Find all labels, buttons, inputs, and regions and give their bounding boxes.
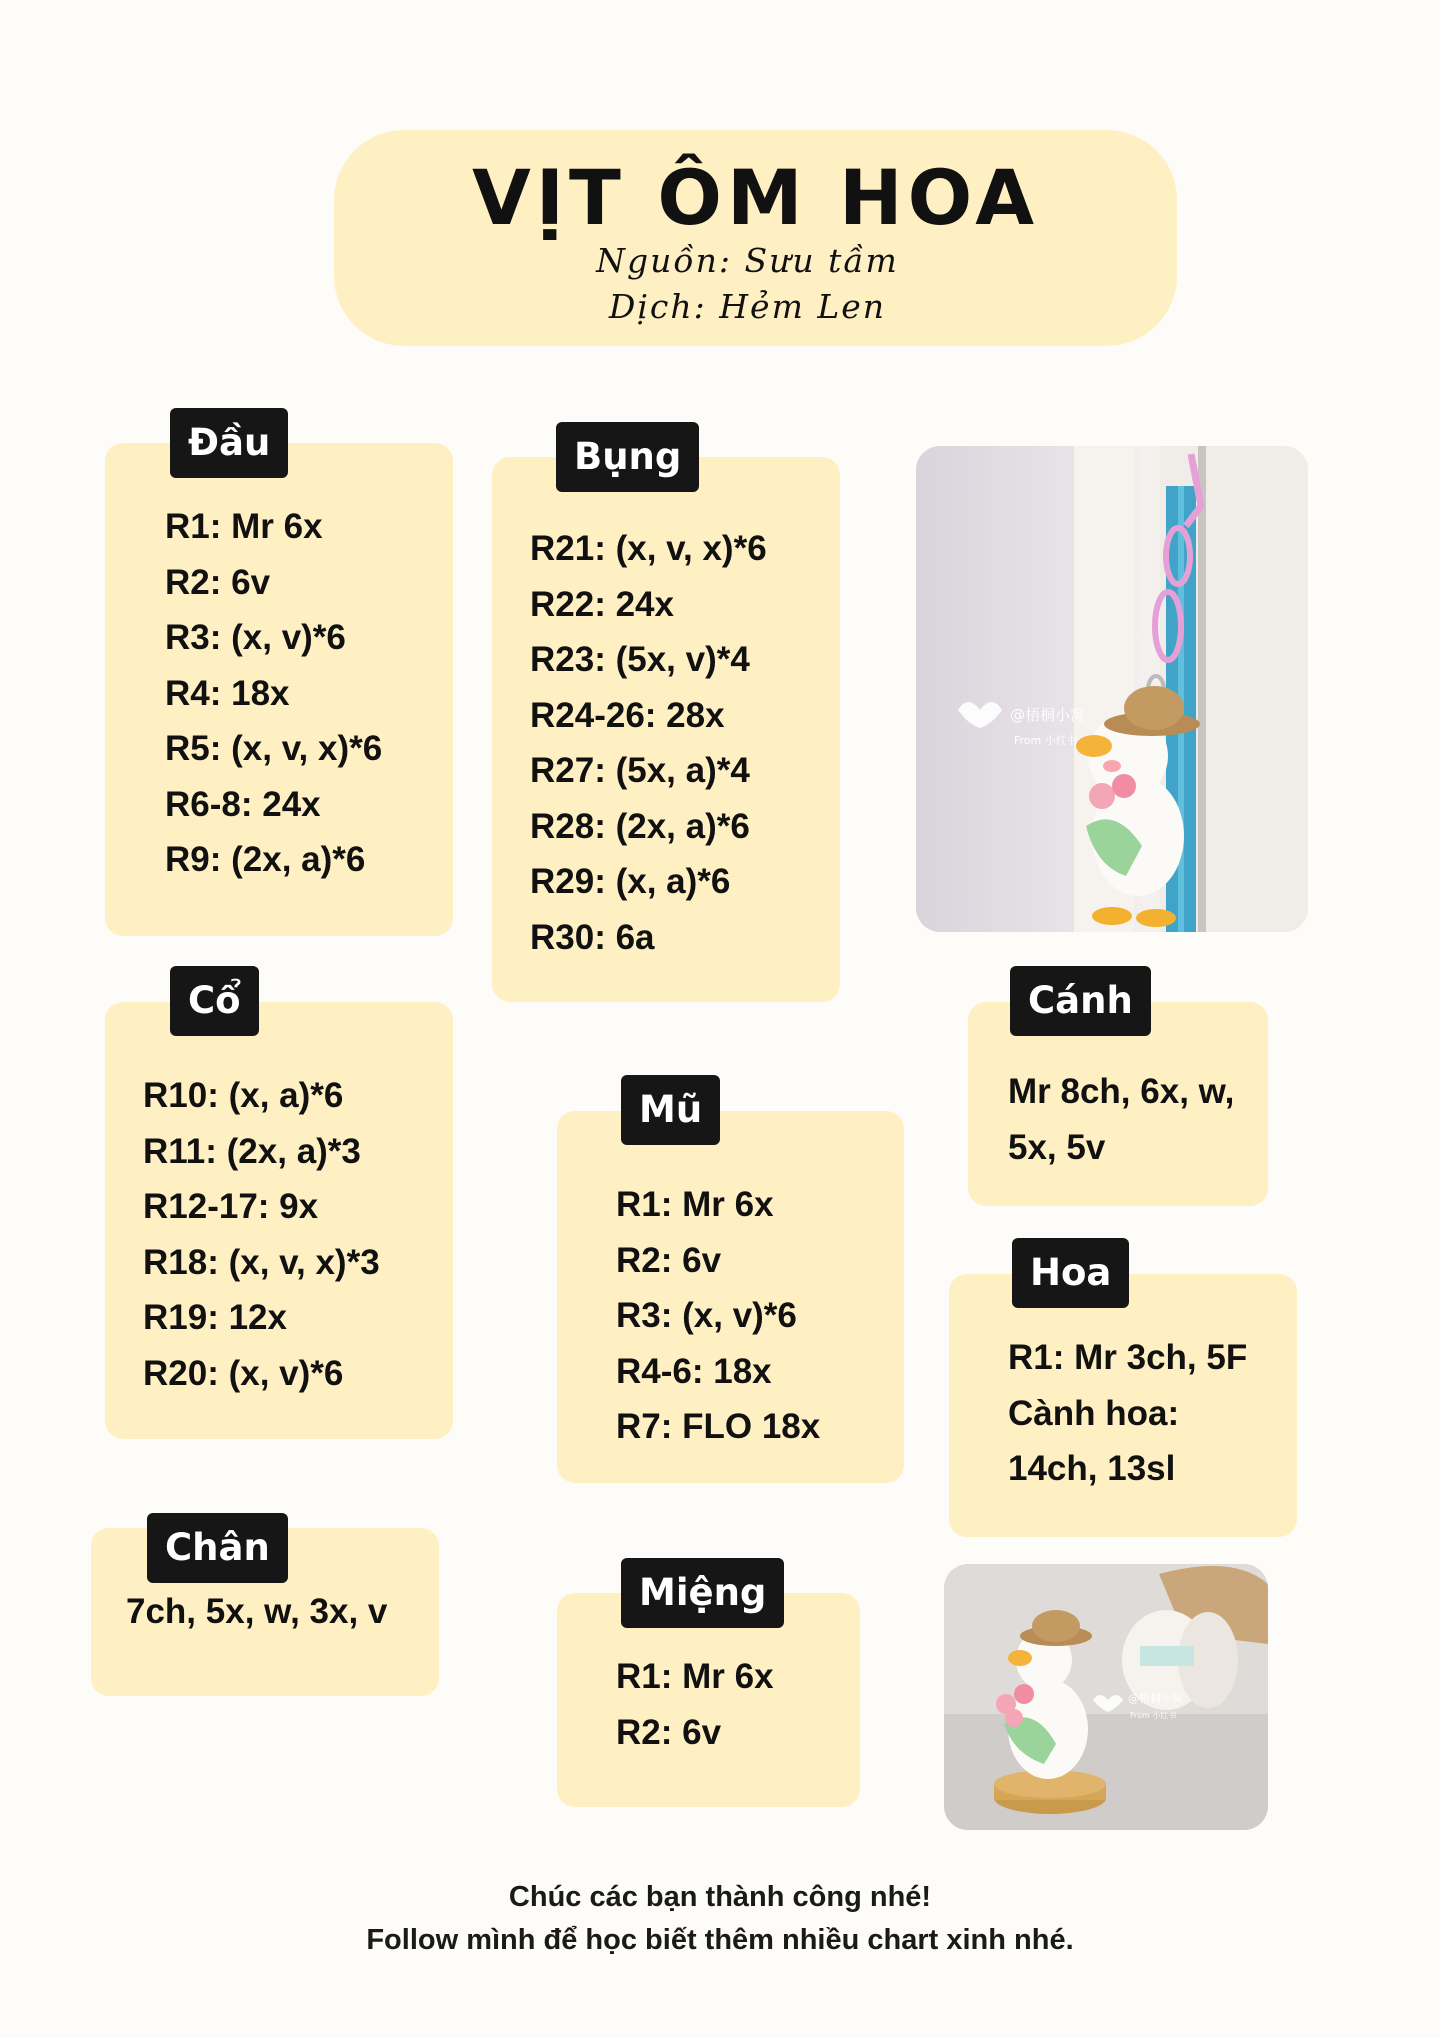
- pattern-line: R2: 6v: [616, 1240, 722, 1280]
- pattern-line: R1: Mr 6x: [616, 1657, 774, 1696]
- pattern-line: R23: (5x, v)*4: [530, 640, 750, 679]
- pattern-line: R3: (x, v)*6: [616, 1296, 797, 1335]
- section-hoa-label: Hoa: [1012, 1238, 1129, 1308]
- pattern-line: R4: 18x: [165, 673, 290, 713]
- section-canh-lines: [1008, 1064, 1234, 1175]
- pattern-line: R5: (x, v, x)*6: [165, 729, 383, 768]
- pattern-line: R3: (x, v)*6: [165, 618, 346, 657]
- pattern-line: R7: FLO 18x: [616, 1407, 821, 1446]
- pattern-line: R19: 12x: [143, 1298, 287, 1337]
- duck-stand-illustration: [944, 1564, 1268, 1830]
- section-dau-card: [105, 443, 453, 936]
- watermark-handle: @梧桐小窝: [1010, 706, 1086, 724]
- pattern-line: R28: (2x, a)*6: [530, 806, 750, 846]
- pattern-line: R1: Mr 6x: [165, 507, 323, 546]
- duck-stand-photo: [944, 1564, 1268, 1830]
- source-credit: Nguồn: Sưu tầm: [596, 240, 899, 280]
- pattern-line: R12-17: 9x: [143, 1187, 319, 1226]
- footer: [0, 1876, 1440, 1962]
- pattern-line: R22: 24x: [530, 584, 674, 624]
- duck-keychain-photo: [916, 446, 1308, 932]
- title-card: [334, 130, 1177, 346]
- pattern-line: Cành hoa:: [1008, 1393, 1180, 1433]
- section-chan-lines: [126, 1584, 387, 1640]
- section-co-card: [105, 1002, 453, 1439]
- pattern-line: R30: 6a: [530, 917, 655, 957]
- footer-follow: Follow mình để học biết thêm nhiều chart xinh nhé.: [366, 1924, 1074, 1956]
- section-mu-lines: [616, 1177, 820, 1455]
- section-hoa-card: [949, 1274, 1297, 1537]
- pattern-line: R24-26: 28x: [530, 695, 725, 735]
- section-chan-label: Chân: [147, 1513, 288, 1583]
- pattern-line: R18: (x, v, x)*3: [143, 1242, 380, 1282]
- pattern-line: R1: Mr 6x: [616, 1185, 774, 1224]
- section-mieng-lines: [616, 1649, 774, 1760]
- section-bung-lines: [530, 521, 767, 965]
- pattern-line: R9: (2x, a)*6: [165, 840, 366, 879]
- pattern-title: VỊT ÔM HOA: [471, 153, 1040, 242]
- section-hoa-lines: [1008, 1330, 1247, 1497]
- section-dau-lines: [165, 499, 382, 888]
- section-bung-card: [492, 457, 840, 1002]
- pattern-line: R20: (x, v)*6: [143, 1353, 344, 1393]
- section-co-label: Cổ: [170, 966, 259, 1036]
- section-mu-card: [557, 1111, 904, 1483]
- pattern-line: R29: (x, a)*6: [530, 862, 731, 901]
- section-mieng-label: Miệng: [621, 1558, 784, 1628]
- pattern-line: R1: Mr 3ch, 5F: [1008, 1338, 1248, 1377]
- pattern-line: R6-8: 24x: [165, 784, 321, 824]
- pattern-line: R21: (x, v, x)*6: [530, 529, 767, 568]
- watermark-from: From 小红书: [1130, 1711, 1177, 1720]
- section-bung-label: Bụng: [556, 422, 699, 492]
- section-mu-label: Mũ: [621, 1075, 720, 1145]
- pattern-line: 7ch, 5x, w, 3x, v: [126, 1592, 388, 1631]
- pattern-line: R4-6: 18x: [616, 1351, 772, 1391]
- pattern-line: R10: (x, a)*6: [143, 1076, 344, 1115]
- section-canh-label: Cánh: [1010, 966, 1151, 1036]
- pattern-line: R11: (2x, a)*3: [143, 1131, 361, 1171]
- translator-credit: Dịch: Hẻm Len: [608, 286, 887, 326]
- watermark-from: From 小红书: [1014, 734, 1078, 747]
- pattern-line: R2: 6v: [616, 1712, 722, 1752]
- section-dau-label: Đầu: [170, 408, 288, 478]
- pattern-line: Mr 8ch, 6x, w,: [1008, 1072, 1235, 1111]
- pattern-line: R2: 6v: [165, 562, 271, 602]
- section-co-lines: [143, 1068, 380, 1401]
- pattern-line: 5x, 5v: [1008, 1127, 1106, 1167]
- watermark-handle: @梧桐小窝: [1128, 1692, 1183, 1705]
- pattern-line: R27: (5x, a)*4: [530, 751, 750, 790]
- duck-keychain-illustration: [916, 446, 1308, 932]
- pattern-line: 14ch, 13sl: [1008, 1449, 1176, 1488]
- footer-wish: Chúc các bạn thành công nhé!: [508, 1881, 932, 1913]
